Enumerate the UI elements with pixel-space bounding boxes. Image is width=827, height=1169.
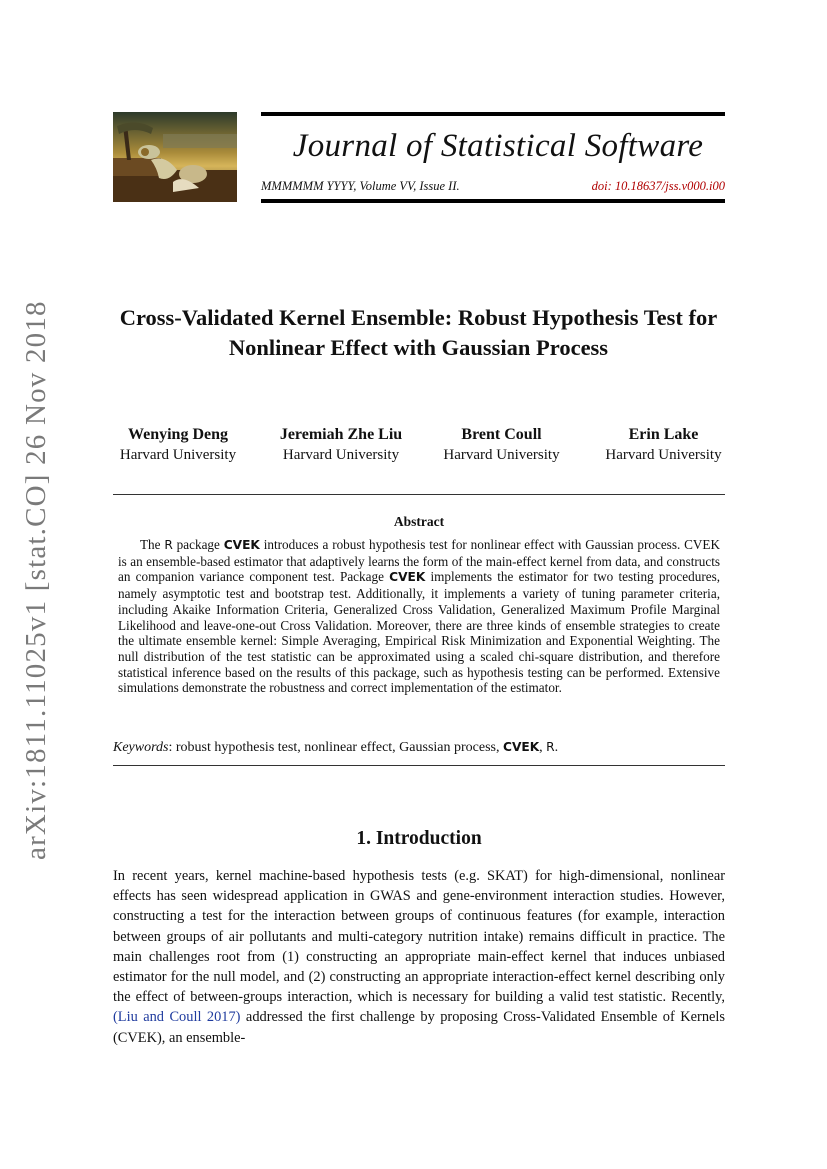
abstract-text: The R package CVEK introduces a robust hypothesis test for nonlinear effect with Gaussian process. CVEK is an ensemble-based estimator that adaptively learns the form of the main-effect kernel from data, and constructs an companion variance component test. Package CVEK implements the estimator for two testing procedures, namely asymptotic test and bootstrap test. Additionally, it implements a variety of tuning parameter criteria, including Akaike Information Criteria, Generalized Cross Validation, Generalized Maximum Profile Marginal Likelihood and leave-one-out Cross Validation. Moreover, there are three kinds of ensemble strategies to create the ultimate ensemble kernel: Simple Averaging, Empirical Risk Minimization and Exponential Weighting. The null distribution of the test statistic can be approximated using a scaled chi-square distribution, and therefore statistical inference based on the results of this package, such as hypothesis testing can be performed. Extensive simulations demonstrate the robustness and correct implementation of the estimator. <box>118 537 720 696</box>
author-name: Jeremiah Zhe Liu <box>279 426 403 443</box>
keywords-line: Keywords: robust hypothesis test, nonlinear effect, Gaussian process, CVEK, R. <box>113 740 559 755</box>
package-name: CVEK <box>223 538 260 552</box>
abstract-top-rule <box>113 494 725 495</box>
abstract-bottom-rule <box>113 765 725 766</box>
arxiv-identifier: arXiv:1811.11025v1 [stat.CO] 26 Nov 2018 <box>20 300 52 860</box>
doi-link[interactable]: doi: 10.18637/jss.v000.i00 <box>591 179 725 193</box>
header-bottom-rule <box>261 199 725 203</box>
author-block <box>435 425 568 465</box>
keywords-label: Keywords <box>113 740 169 755</box>
citation-link[interactable]: (Liu and Coull 2017) <box>113 1009 241 1026</box>
author-affiliation: Harvard University <box>443 447 560 463</box>
paper-title: Cross-Validated Kernel Ensemble: Robust Hypothesis Test for Nonlinear Effect with Gaussian Process <box>119 305 718 360</box>
author-name: Wenying Deng <box>127 426 228 443</box>
section-heading: 1. Introduction <box>356 828 482 849</box>
author-affiliation: Harvard University <box>119 447 237 463</box>
package-name: CVEK <box>389 570 426 585</box>
issue-info: MMMMMM YYYY, Volume VV, Issue II. <box>261 179 460 193</box>
author-affiliation: Harvard University <box>605 447 722 463</box>
r-language-name: R <box>164 538 173 552</box>
author-name: Brent Coull <box>461 426 542 443</box>
introduction-paragraph: In recent years, kernel machine-based hypothesis tests (e.g. SKAT) for high-dimensional, nonlinear effects has seen widespread application in GWAS and gene-environment interaction studies. However, constructing a test for the interaction between groups of continuous features (for example, interaction between groups of air pollutants and multi-category nutrition intake) remains difficult in practice. The main challenges root from (1) constructing an appropriate main-effect kernel that induces unbiased estimator for the null model, and (2) constructing an appropriate interaction-effect kernel describing only the effect of between-groups interaction, which is necessary for building a valid test statistic. Recently, (Liu and Coull 2017) addressed the first challenge by proposing Cross-Validated Ensemble of Kernels (CVEK), an ensemble- <box>113 868 726 1046</box>
journal-name: Journal of Statistical Software <box>292 128 704 164</box>
author-list <box>0 425 827 470</box>
author-block <box>265 425 417 465</box>
journal-meta-line <box>261 179 725 194</box>
r-language-name: R <box>546 740 555 754</box>
author-block <box>113 425 243 465</box>
package-name: CVEK <box>503 740 540 754</box>
author-name: Erin Lake <box>628 426 699 443</box>
author-affiliation: Harvard University <box>282 447 400 463</box>
journal-logo-image <box>113 112 237 202</box>
abstract-heading: Abstract <box>393 514 445 529</box>
author-block <box>597 425 730 465</box>
header-top-rule <box>261 112 725 116</box>
